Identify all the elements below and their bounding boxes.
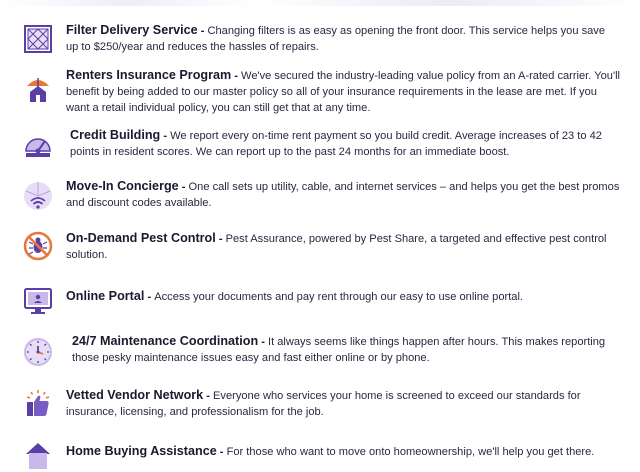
service-description: We report every on-time rent payment so you build credit. Average increases of 23 to 42 points in resident scores. We can report up to the past 24 months for an immediate boost.: [70, 130, 602, 158]
home-buying-icon: [21, 438, 55, 472]
service-title: Renters Insurance Program: [66, 68, 232, 82]
filter-icon: [21, 22, 55, 56]
service-title: On-Demand Pest Control: [66, 231, 216, 245]
service-description: Pest Assurance, powered by Pest Share, a targeted and effective pest control solution.: [66, 233, 607, 261]
service-title: Online Portal: [66, 289, 145, 303]
service-description: Access your documents and pay rent through our easy to use online portal.: [154, 291, 524, 303]
service-title: Move-In Concierge: [66, 179, 179, 193]
concierge-wifi-icon: [21, 179, 55, 213]
service-title: Credit Building: [70, 128, 161, 142]
service-description: For those who want to move onto homeownership, we'll help you get there.: [226, 446, 595, 458]
service-description: We've secured the industry-leading value policy from an A-rated carrier. You'll benefit by being added to our master policy so all of your insurance requirements in the lease are met. If you want a retail individual policy, you can still get that at any time.: [66, 70, 620, 114]
service-description: Changing filters is as easy as opening the front door. This service helps you save up to $250/year and reduces the hassles of repairs.: [66, 25, 606, 53]
top-banner-edge: [0, 0, 640, 6]
service-description: One call sets up utility, cable, and internet services – and helps you get the best promos and discount codes available.: [66, 181, 620, 209]
online-portal-icon: [21, 284, 55, 318]
thumbs-up-icon: [21, 387, 55, 421]
service-title: 24/7 Maintenance Coordination: [72, 334, 259, 348]
service-title: Filter Delivery Service: [66, 23, 198, 37]
service-title: Vetted Vendor Network: [66, 388, 204, 402]
no-pests-icon: [21, 229, 55, 263]
credit-gauge-icon: [21, 127, 55, 161]
clock-24-7-icon: [21, 335, 55, 369]
service-title: Home Buying Assistance: [66, 444, 217, 458]
service-description: Everyone who services your home is screened to exceed our standards for insurance, licensing, and professionalism for the job.: [66, 390, 581, 418]
service-description: It always seems like things happen after hours. This makes reporting those pesky maintenance issues easy and fast either online or by phone.: [72, 336, 606, 364]
umbrella-house-icon: [21, 72, 55, 106]
